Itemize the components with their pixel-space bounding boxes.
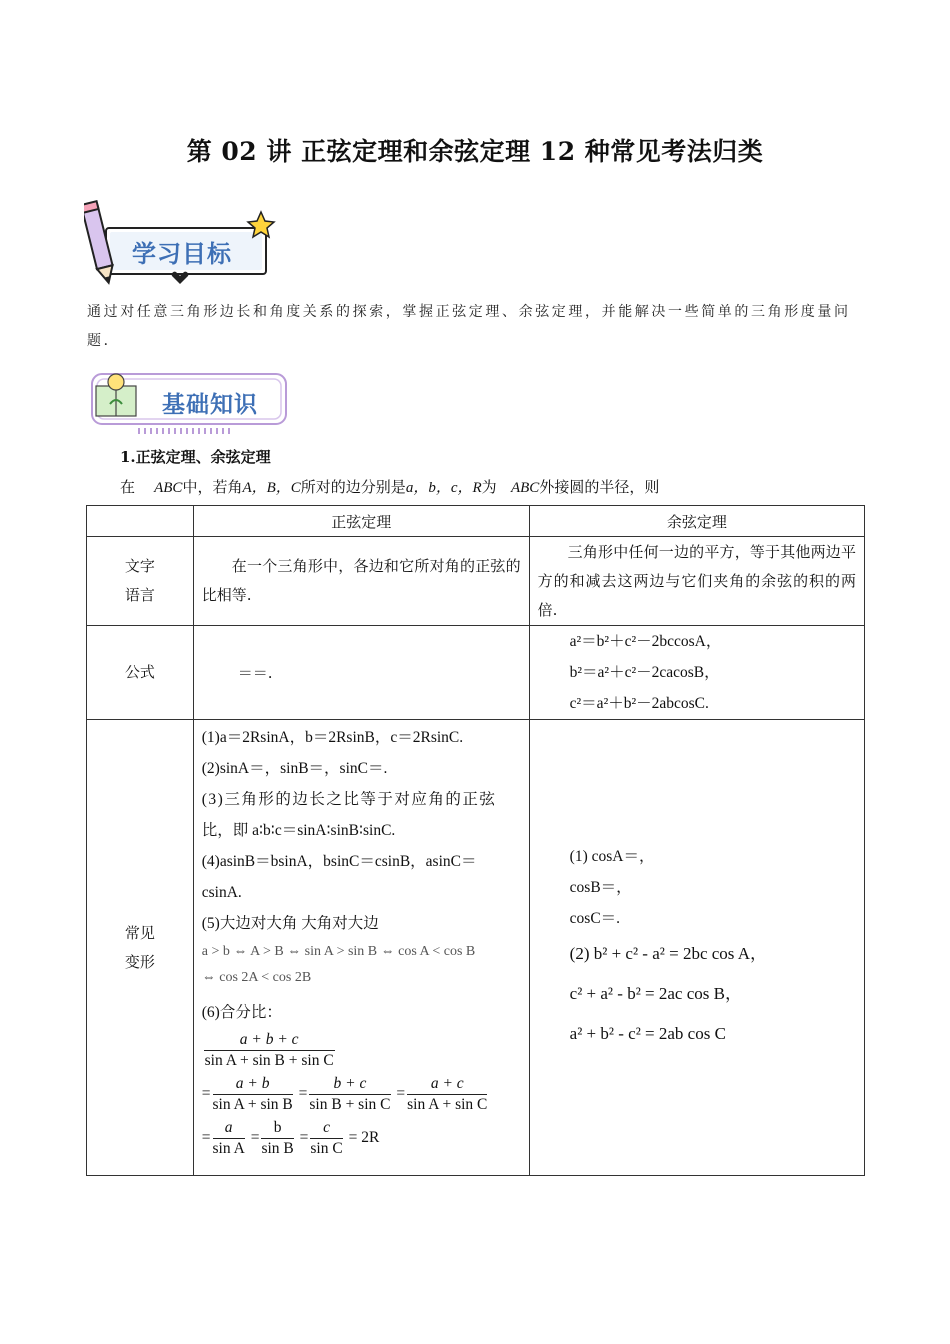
denominator: sin C [310,1139,343,1157]
variant-inequality: a > b ⇔ A > B ⇔ sin A > sin B ⇔ cos A < cos B [201,944,476,959]
variant-line: (1)a＝2RsinA，b＝2RsinB，c＝2RsinC. [201,729,464,746]
sine-variants-cell [193,720,529,1176]
variant-line: (2)sinA＝，sinB＝，sinC＝. [201,760,388,777]
learning-goal-badge [84,200,276,288]
equals-sign: = [201,1129,211,1146]
intro-text: 所对的边分别是 [300,478,406,496]
equals-sign: = [201,1085,211,1102]
ratio-line [202,1116,521,1160]
ratio-line [202,1072,521,1116]
equals-2r: = 2R [348,1129,380,1146]
variant-inequality: ⇔ cos 2A < cos 2B [201,970,312,985]
fraction [407,1074,487,1115]
row-label-line: 语言 [124,586,155,604]
intro-text: 在 [120,478,136,496]
fraction [310,1118,342,1159]
variant-line: (4)asinB＝bsinA，bsinC＝csinB，asinC＝ [201,853,477,870]
denominator: sin A + sin B + sin C [204,1051,334,1069]
variant-line: (6)合分比： [201,1004,282,1021]
numerator: c [310,1118,342,1139]
fraction [213,1074,293,1115]
table-header-cell: 余弦定理 [529,506,864,537]
variant-line: c² + a² - b² = 2ac cos B， [569,984,742,1003]
table-row [87,720,865,1176]
variant-line: (5)大边对大角 大角对大边 [201,915,379,932]
section-heading: 1.正弦定理、余弦定理 [120,448,271,466]
cosine-variants-cell [529,720,864,1176]
cosine-statement: 三角形中任何一边的平方，等于其他两边平方的和减去这两边与它们夹角的余弦的积的两倍. [537,542,856,619]
intro-sides: a，b，c，R [405,480,482,496]
variant-line: cosC＝. [569,910,621,927]
learning-goal-label: 学习目标 [132,240,232,268]
numerator: a + c [407,1074,487,1095]
fraction [261,1118,293,1159]
table-row [87,626,865,720]
table-header-cell: 正弦定理 [193,506,529,537]
numerator: a + b + c [204,1030,335,1051]
equals-sign: = [396,1085,406,1102]
intro-text: 中，若角 [182,478,243,496]
intro-angles: A，B，C [242,480,301,496]
denominator: sin A [212,1139,245,1157]
numerator: a + b [213,1074,293,1095]
intro-triangle: ABC [510,480,540,496]
theorem-table [86,505,865,1176]
numerator: b [261,1118,293,1139]
numerator: b + c [309,1074,390,1095]
table-header-cell [87,506,194,537]
sine-formula-cell [193,626,529,720]
row-label: 公式 [87,626,194,720]
variant-line: (1) cosA＝， [569,848,655,865]
basic-knowledge-badge [88,370,288,436]
table-header-row [87,506,865,537]
denominator: sin B [261,1139,294,1157]
equals-sign: = [298,1085,308,1102]
intro-text: 外接圆的半径，则 [539,478,660,496]
variant-line: (3)三角形的边长之比等于对应角的正弦 [201,791,497,808]
learning-goal-text: 通过对任意三角形边长和角度关系的探索，掌握正弦定理、余弦定理，并能解决一些简单的三角形度量问题． [87,304,851,349]
fraction [204,1030,335,1071]
cosine-formula-cell [529,626,864,720]
basic-knowledge-label: 基础知识 [162,392,258,418]
numerator: a [213,1118,245,1139]
variant-line: (2) b² + c² - a² = 2bc cos A， [569,944,767,963]
row-label [87,720,194,1176]
sine-statement: 在一个三角形中，各边和它所对角的正弦的比相等. [201,557,521,604]
ratio-line [202,1028,521,1072]
sine-text-cell [193,537,529,626]
variant-line: cosB＝， [569,879,632,896]
cosine-text-cell [529,537,864,626]
cosine-formula: c²＝a²＋b²－2abcosC. [569,695,709,712]
fraction [309,1074,390,1115]
equals-sign: = [250,1129,260,1146]
row-label [87,537,194,626]
page-title: 第 02 讲 正弦定理和余弦定理 12 种常见考法归类 [186,137,764,166]
intro-sentence [120,476,659,497]
variant-line: csinA. [201,884,242,901]
row-label-line: 文字 [124,557,155,575]
cosine-formula: b²＝a²＋c²－2cacosB， [569,664,720,681]
variant-line: a² + b² - c² = 2ab cos C [569,1024,726,1043]
denominator: sin A + sin B [212,1095,293,1113]
intro-text: 为 [481,478,497,496]
table-row [87,537,865,626]
denominator: sin B + sin C [309,1095,391,1113]
row-label-line: 常见 [124,923,155,942]
cosine-formula: a²＝b²＋c²－2bccosA， [569,633,722,650]
sine-formula: ＝＝. [237,664,273,682]
denominator: sin A + sin C [407,1095,488,1113]
equals-sign: = [299,1129,309,1146]
row-label-line: 变形 [124,952,155,971]
variant-line: 比，即 a∶b∶c＝sinA∶sinB∶sinC. [201,822,396,839]
intro-triangle: ABC [154,480,183,496]
fraction [213,1118,245,1159]
